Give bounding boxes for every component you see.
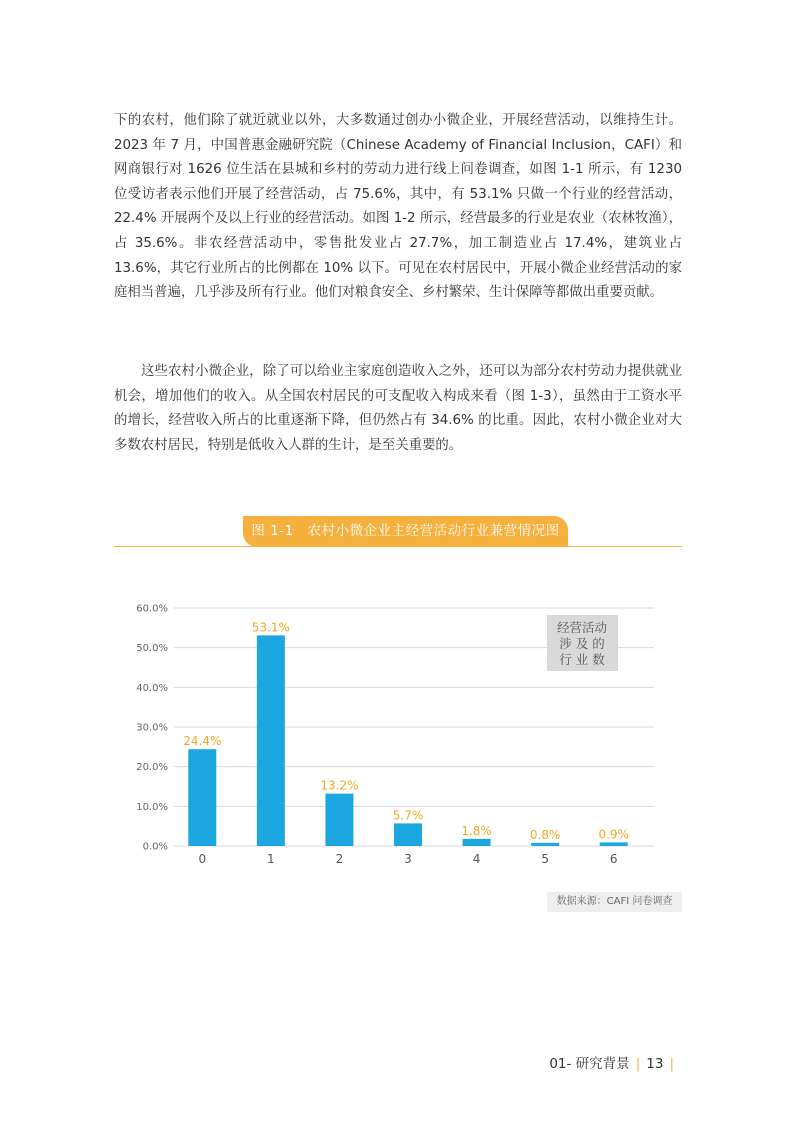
page-number: 13 bbox=[646, 1056, 664, 1072]
legend-text: 行 业 数 bbox=[559, 652, 605, 667]
x-tick-label: 3 bbox=[404, 852, 412, 866]
bar bbox=[531, 843, 559, 846]
data-label: 0.9% bbox=[598, 827, 629, 842]
footer-section: 01- 研究背景 bbox=[549, 1056, 630, 1072]
x-tick-label: 5 bbox=[541, 852, 549, 866]
x-tick-label: 6 bbox=[609, 852, 618, 866]
footer-divider: | bbox=[635, 1056, 641, 1072]
body-paragraph-1: 下的农村，他们除了就近就业以外，大多数通过创办小微企业，开展经营活动，以维持生计。2023 年 7 月，中国普惠金融研究院（Chinese Academy of Financial Inclusion，CAFI）和网商银行对 1626 位生活在县城和乡村的劳动力进行线上问卷调查，如图 1-1 所示，有 1230 位受访者表示他们开展了经营活动，占 75.6%，其中，有 53.1% 只做一个行业的经营活动，22.4% 开展两个及以上行业的经营活动。如图 1-2 所示，经营最多的行业是农业（农林牧渔），占 35.6%。非农经营活动中，零售批发业占 27.7%，加工制造业占 17.4%，建筑业占 13.6%，其它行业所占的比例都在 10% 以下。可见在农村居民中，开展小微企业经营活动的家庭相当普遍，几乎涉及所有行业。他们对粮食安全、乡村繁荣、生计保障等都做出重要贡献。 bbox=[114, 113, 682, 301]
y-axis-ticks bbox=[136, 604, 168, 853]
bar bbox=[394, 823, 422, 846]
figure-divider bbox=[114, 546, 682, 547]
data-label: 53.1% bbox=[251, 620, 290, 635]
legend-text: 经营活动 bbox=[556, 620, 608, 635]
data-label: 24.4% bbox=[183, 734, 222, 749]
y-tick-label: 60.0% bbox=[136, 603, 168, 615]
legend bbox=[547, 615, 618, 671]
bar-chart bbox=[114, 590, 682, 880]
bar bbox=[325, 794, 353, 846]
data-source-note: 数据来源：CAFI 问卷调查 bbox=[547, 892, 682, 912]
x-tick-label: 4 bbox=[472, 852, 481, 866]
data-label: 5.7% bbox=[392, 808, 424, 823]
y-tick-label: 0.0% bbox=[142, 841, 168, 853]
data-label: 0.8% bbox=[529, 827, 561, 842]
bar bbox=[257, 635, 285, 846]
y-tick-label: 30.0% bbox=[136, 722, 168, 734]
data-label: 13.2% bbox=[320, 778, 359, 793]
bar bbox=[600, 842, 628, 846]
figure-caption: 图 1-1 农村小微企业主经营活动行业兼营情况图 bbox=[243, 516, 568, 547]
x-tick-label: 2 bbox=[335, 852, 344, 866]
body-paragraph-2: 这些农村小微企业，除了可以给业主家庭创造收入之外，还可以为部分农村劳动力提供就业机会，增加他们的收入。从全国农村居民的可支配收入构成来看（图 1-3），虽然由于工资水平的增长，经营收入所占的比重逐渐下降，但仍然占有 34.6% 的比重。因此，农村小微企业对大多数农村居民，特别是低收入人群的生计，是至关重要的。 bbox=[114, 364, 682, 453]
x-tick-label: 1 bbox=[267, 852, 275, 866]
y-tick-label: 10.0% bbox=[136, 801, 168, 813]
y-tick-label: 50.0% bbox=[136, 643, 168, 655]
footer-divider: | bbox=[669, 1056, 674, 1072]
x-axis-ticks bbox=[198, 852, 617, 866]
data-label: 1.8% bbox=[461, 823, 492, 838]
legend-text: 涉 及 的 bbox=[559, 636, 605, 651]
y-tick-label: 20.0% bbox=[136, 762, 168, 774]
page-footer bbox=[549, 1052, 680, 1072]
x-tick-label: 0 bbox=[198, 852, 207, 866]
y-tick-label: 40.0% bbox=[136, 682, 168, 694]
bar bbox=[463, 839, 491, 846]
bar bbox=[188, 749, 216, 846]
